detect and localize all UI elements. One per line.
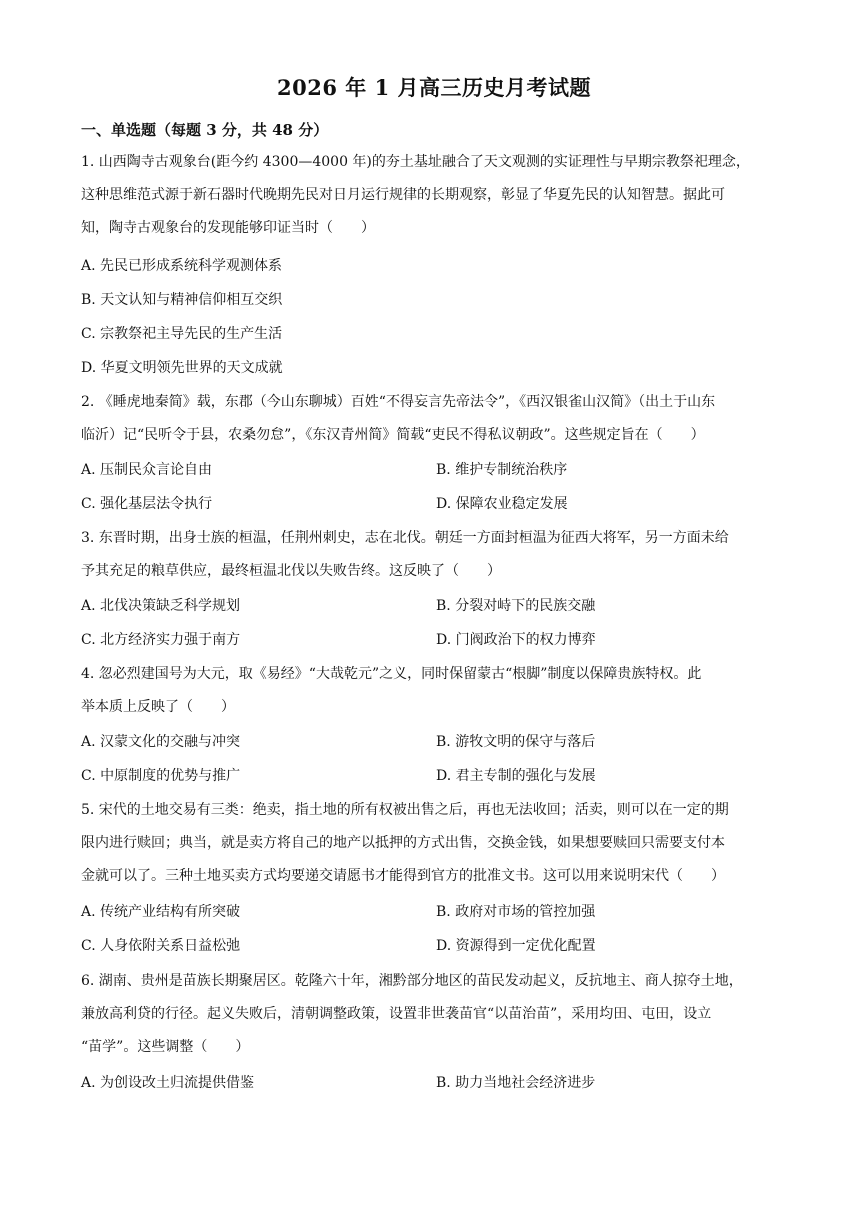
question-5-option-d: D. 资源得到一定优化配置 xyxy=(436,938,596,954)
question-2-option-c: C. 强化基层法令执行 xyxy=(81,496,213,512)
question-text-line: 予其充足的粮草供应，最终桓温北伐以失败告终。这反映了（ ） xyxy=(81,563,501,579)
question-text-line: 3. 东晋时期，出身士族的桓温，任荆州刺史，志在北伐。朝廷一方面封桓温为征西大将军，另一方面未给 xyxy=(81,530,729,546)
question-3-option-b: B. 分裂对峙下的民族交融 xyxy=(436,598,596,614)
question-1-option-b: B. 天文认知与精神信仰相互交织 xyxy=(81,292,283,308)
question-text-line: 6. 湖南、贵州是苗族长期聚居区。乾隆六十年，湘黔部分地区的苗民发动起义，反抗地主、商人掠夺土地， xyxy=(81,973,743,989)
question-text-line: 这种思维范式源于新石器时代晚期先民对日月运行规律的长期观察，彰显了华夏先民的认知智慧。据此可 xyxy=(81,187,725,203)
question-6-option-b: B. 助力当地社会经济进步 xyxy=(436,1075,596,1091)
question-text-line: 知，陶寺古观象台的发现能够印证当时（ ） xyxy=(81,220,375,236)
question-text-line: 1. 山西陶寺古观象台(距今约 4300—4000 年)的夯土基址融合了天文观测的实证理性与早期宗教祭祀理念， xyxy=(81,154,750,170)
question-4-option-c: C. 中原制度的优势与推广 xyxy=(81,768,241,784)
question-5-option-b: B. 政府对市场的管控加强 xyxy=(436,904,596,920)
question-2-option-d: D. 保障农业稳定发展 xyxy=(436,496,568,512)
question-4-option-b: B. 游牧文明的保守与落后 xyxy=(436,734,596,750)
question-3-option-a: A. 北伐决策缺乏科学规划 xyxy=(81,598,241,614)
question-text-line: 4. 忽必烈建国号为大元，取《易经》“大哉乾元”之义，同时保留蒙古“根脚”制度以保障贵族特权。此 xyxy=(81,666,702,682)
question-4-stem xyxy=(81,658,791,724)
question-4-option-d: D. 君主专制的强化与发展 xyxy=(436,768,596,784)
question-6-stem xyxy=(81,965,791,1064)
question-text-line: 兼放高利贷的行径。起义失败后，清朝调整政策，设置非世袭苗官“以苗治苗”，采用均田、屯田，设立 xyxy=(81,1006,712,1022)
question-text-line: 金就可以了。三种土地买卖方式均要递交请愿书才能得到官方的批准文书。这可以用来说明宋代（ ） xyxy=(81,868,725,884)
question-text-line: 限内进行赎回；典当，就是卖方将自己的地产以抵押的方式出售，交换金钱，如果想要赎回只需要支付本 xyxy=(81,835,725,851)
page-title: 2026 年 1 月高三历史月考试题 xyxy=(277,75,591,100)
question-1-option-c: C. 宗教祭祀主导先民的生产生活 xyxy=(81,326,283,342)
question-5-option-c: C. 人身依附关系日益松弛 xyxy=(81,938,241,954)
question-1-stem xyxy=(81,146,791,245)
question-3-option-d: D. 门阀政治下的权力博弈 xyxy=(436,632,596,648)
question-4-option-a: A. 汉蒙文化的交融与冲突 xyxy=(81,734,241,750)
question-text-line: 举本质上反映了（ ） xyxy=(81,699,235,715)
section-heading: 一、单选题（每题 3 分，共 48 分） xyxy=(81,121,329,139)
question-1-option-a: A. 先民已形成系统科学观测体系 xyxy=(81,258,283,274)
question-2-option-b: B. 维护专制统治秩序 xyxy=(436,462,568,478)
question-6-option-a: A. 为创设改土归流提供借鉴 xyxy=(81,1075,255,1091)
question-2-option-a: A. 压制民众言论自由 xyxy=(81,462,213,478)
question-5-stem xyxy=(81,794,791,893)
question-text-line: “苗学”。这些调整（ ） xyxy=(81,1039,250,1055)
question-3-option-c: C. 北方经济实力强于南方 xyxy=(81,632,241,648)
question-text-line: 临沂）记“民听令于县，农桑勿怠”，《东汉青州简》简载“吏民不得私议朝政”。这些规定旨在（ ） xyxy=(81,427,705,443)
question-3-stem xyxy=(81,522,791,588)
question-text-line: 5. 宋代的土地交易有三类：绝卖，指土地的所有权被出售之后，再也无法收回；活卖，则可以在一定的期 xyxy=(81,802,729,818)
question-1-option-d: D. 华夏文明领先世界的天文成就 xyxy=(81,360,283,376)
question-2-stem xyxy=(81,386,791,452)
question-text-line: 2. 《睡虎地秦简》载，东郡（今山东聊城）百姓“不得妄言先帝法令”，《西汉银雀山汉简》（出土于山东 xyxy=(81,394,716,410)
question-5-option-a: A. 传统产业结构有所突破 xyxy=(81,904,241,920)
